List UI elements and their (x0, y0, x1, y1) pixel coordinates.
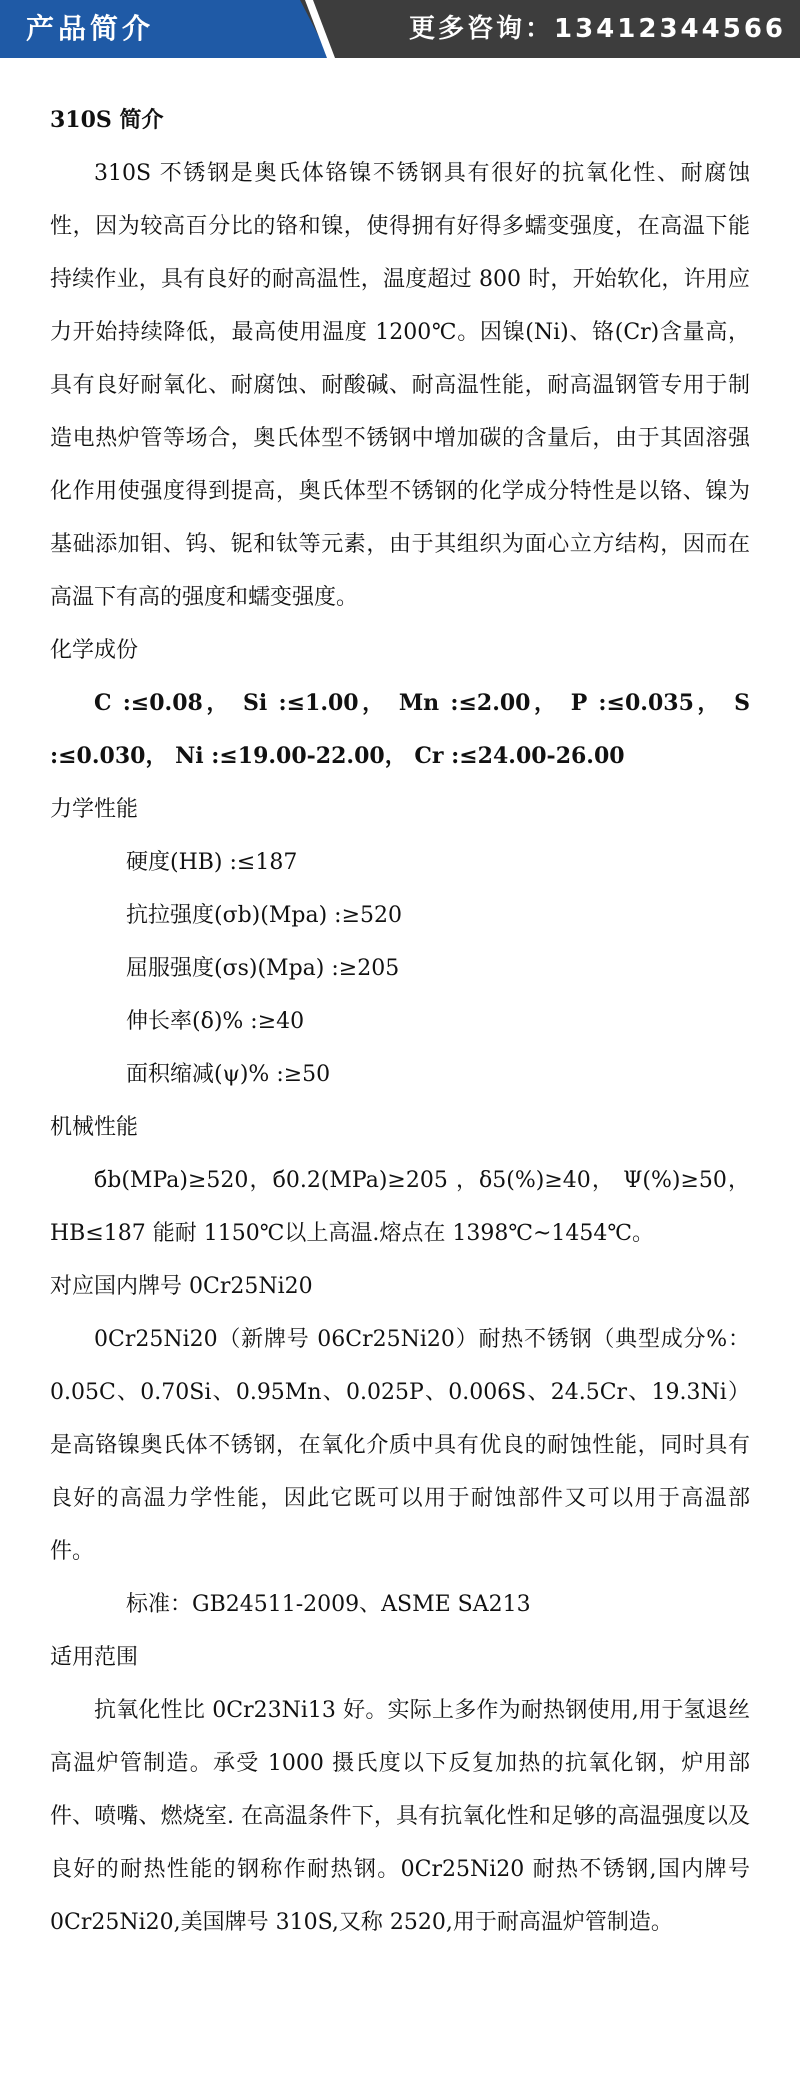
mechanical-item-area-reduction: 面积缩减(ψ)% :≥50 (126, 1062, 331, 1087)
product-description (0, 58, 800, 1949)
intro-title: 310S 简介 (50, 107, 164, 133)
header-contact-phone: 更多咨询：13412344566 (409, 14, 786, 44)
mechanical-item-yield: 屈服强度(σs)(Mpa) :≥205 (126, 956, 400, 981)
mechanical-item-elongation: 伸长率(δ)% :≥40 (126, 1009, 305, 1034)
domestic-paragraph: 0Cr25Ni20（新牌号 06Cr25Ni20）耐热不锈钢（典型成分%：0.05C、0.70Si、0.95Mn、0.025P、0.006S、24.5Cr、19.3Ni）是高铬镍奥氏体不锈钢，在氧化介质中具有优良的耐蚀性能，同时具有良好的高温力学性能，因此它既可以用于耐蚀部件又可以用于高温部件。 (50, 1327, 750, 1564)
header-title: 产品简介 (26, 12, 155, 45)
application-paragraph: 抗氧化性比 0Cr23Ni13 好。实际上多作为耐热钢使用,用于氢退丝高温炉管制造。承受 1000 摄氏度以下反复加热的抗氧化钢，炉用部件、喷嘴、燃烧室. 在高温条件下，具有抗氧化性和足够的高温强度以及良好的耐热性能的钢称作耐热钢。0Cr25Ni20 耐热不锈钢,国内牌号 0Cr25Ni20,美国牌号 310S,又称 2520,用于耐高温炉管制造。 (50, 1698, 750, 1935)
mechanical-item-hardness: 硬度(HB) :≤187 (126, 850, 298, 875)
header-banner (0, 0, 800, 58)
mechanical-title: 力学性能 (50, 797, 139, 822)
machine-title: 机械性能 (50, 1115, 139, 1140)
machine-paragraph: бb(MPa)≥520，б0.2(MPa)≥205 ，δ5(%)≥40， Ψ(%)≥50，HB≤187 能耐 1150℃以上高温.熔点在 1398℃~1454℃。 (50, 1168, 750, 1246)
domestic-standard: 标准：GB24511-2009、ASME SA213 (126, 1592, 531, 1617)
domestic-title: 对应国内牌号 0Cr25Ni20 (50, 1274, 313, 1299)
application-title: 适用范围 (50, 1645, 139, 1670)
mechanical-item-tensile: 抗拉强度(σb)(Mpa) :≥520 (126, 903, 402, 928)
chemical-paragraph: C :≤0.08， Si :≤1.00， Mn :≤2.00， P :≤0.035， S :≤0.030， Ni :≤19.00-22.00， Cr :≤24.00-26.00 (50, 690, 750, 769)
chemical-title: 化学成份 (50, 638, 139, 663)
intro-paragraph: 310S 不锈钢是奥氏体铬镍不锈钢具有很好的抗氧化性、耐腐蚀性，因为较高百分比的铬和镍，使得拥有好得多蠕变强度，在高温下能持续作业，具有良好的耐高温性，温度超过 800 时，开始软化，许用应力开始持续降低，最高使用温度 1200℃。因镍(Ni)、铬(Cr)含量高，具有良好耐氧化、耐腐蚀、耐酸碱、耐高温性能，耐高温钢管专用于制造电热炉管等场合，奥氏体型不锈钢中增加碳的含量后，由于其固溶强化作用使强度得到提高，奥氏体型不锈钢的化学成分特性是以铬、镍为基础添加钼、钨、铌和钛等元素，由于其组织为面心立方结构，因而在高温下有高的强度和蠕变强度。 (50, 161, 750, 610)
